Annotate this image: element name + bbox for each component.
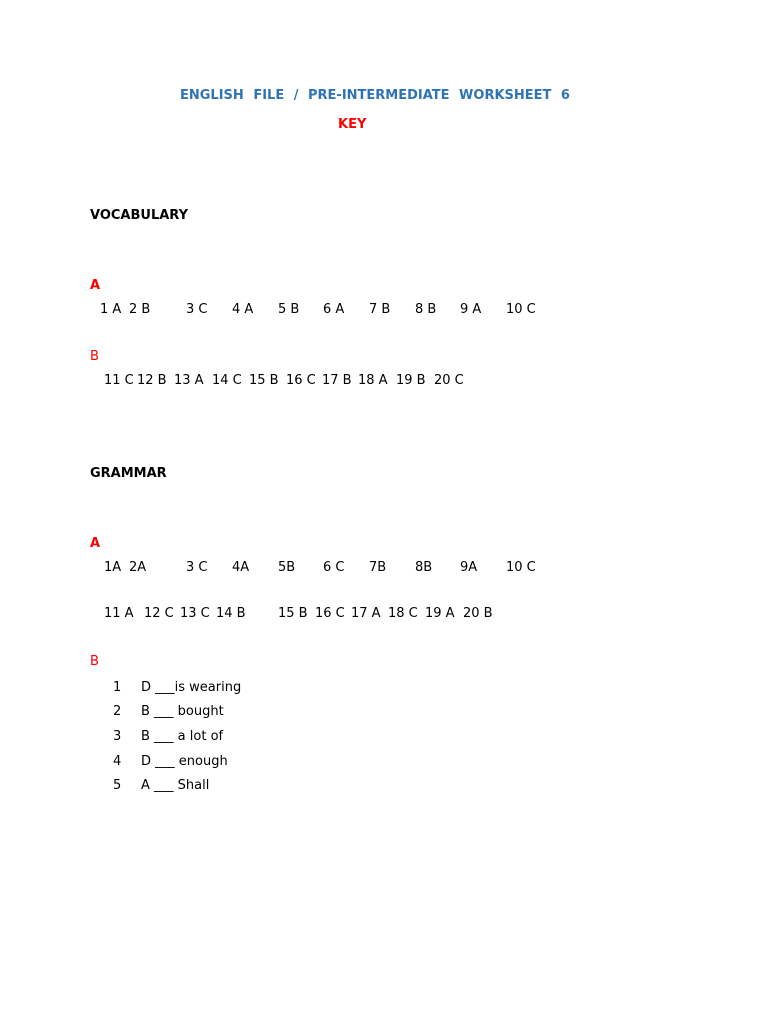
key-subtitle: KEY: [338, 117, 367, 132]
answer-item: 4 A: [232, 302, 254, 317]
answer-item: 6 C: [323, 560, 345, 575]
list-item-number: 4: [113, 754, 122, 769]
answer-item: 5B: [278, 560, 296, 575]
answer-item: 16 C: [315, 606, 345, 621]
answer-item: 4A: [232, 560, 250, 575]
list-item-answer: D ___is wearing: [141, 680, 242, 695]
list-item-number: 3: [113, 729, 122, 744]
answer-item: 18 A: [358, 373, 388, 388]
list-item-number: 5: [113, 778, 122, 793]
vocabulary-section-b-label: B: [90, 349, 99, 364]
answer-item: 3 C: [186, 302, 208, 317]
answer-item: 1 A: [100, 302, 122, 317]
grammar-section-a-label: A: [90, 536, 101, 551]
answer-item: 8B: [415, 560, 433, 575]
answer-item: 12 B: [137, 373, 167, 388]
list-item-answer: B ___ bought: [141, 704, 224, 719]
answer-item: 13 C: [180, 606, 210, 621]
answer-item: 19 A: [425, 606, 455, 621]
answer-item: 14 C: [212, 373, 242, 388]
answer-item: 13 A: [174, 373, 204, 388]
answer-item: 14 B: [216, 606, 246, 621]
answer-item: 7B: [369, 560, 387, 575]
answer-item: 20 C: [434, 373, 464, 388]
list-item-answer: D ___ enough: [141, 754, 228, 769]
list-item-number: 2: [113, 704, 122, 719]
answer-item: 7 B: [369, 302, 391, 317]
vocabulary-heading: VOCABULARY: [90, 208, 189, 223]
answer-item: 2A: [129, 560, 147, 575]
answer-item: 16 C: [286, 373, 316, 388]
answer-item: 17 A: [351, 606, 381, 621]
vocabulary-section-a-label: A: [90, 278, 101, 293]
list-item-answer: A ___ Shall: [141, 778, 210, 793]
answer-item: 2 B: [129, 302, 151, 317]
answer-item: 3 C: [186, 560, 208, 575]
answer-item: 10 C: [506, 302, 536, 317]
answer-item: 9 A: [460, 302, 482, 317]
answer-item: 12 C: [144, 606, 174, 621]
answer-item: 6 A: [323, 302, 345, 317]
answer-item: 8 B: [415, 302, 437, 317]
answer-item: 18 C: [388, 606, 418, 621]
grammar-heading: GRAMMAR: [90, 466, 167, 481]
answer-item: 9A: [460, 560, 478, 575]
worksheet-title: ENGLISH FILE / PRE-INTERMEDIATE WORKSHEET 6: [180, 88, 570, 103]
answer-item: 11 C: [104, 373, 134, 388]
answer-item: 19 B: [396, 373, 426, 388]
answer-item: 5 B: [278, 302, 300, 317]
list-item-number: 1: [113, 680, 122, 695]
answer-item: 20 B: [463, 606, 493, 621]
answer-item: 1A: [104, 560, 122, 575]
answer-item: 10 C: [506, 560, 536, 575]
grammar-section-b-label: B: [90, 654, 99, 669]
answer-item: 15 B: [278, 606, 308, 621]
answer-item: 15 B: [249, 373, 279, 388]
answer-item: 17 B: [322, 373, 352, 388]
answer-item: 11 A: [104, 606, 134, 621]
list-item-answer: B ___ a lot of: [141, 729, 224, 744]
